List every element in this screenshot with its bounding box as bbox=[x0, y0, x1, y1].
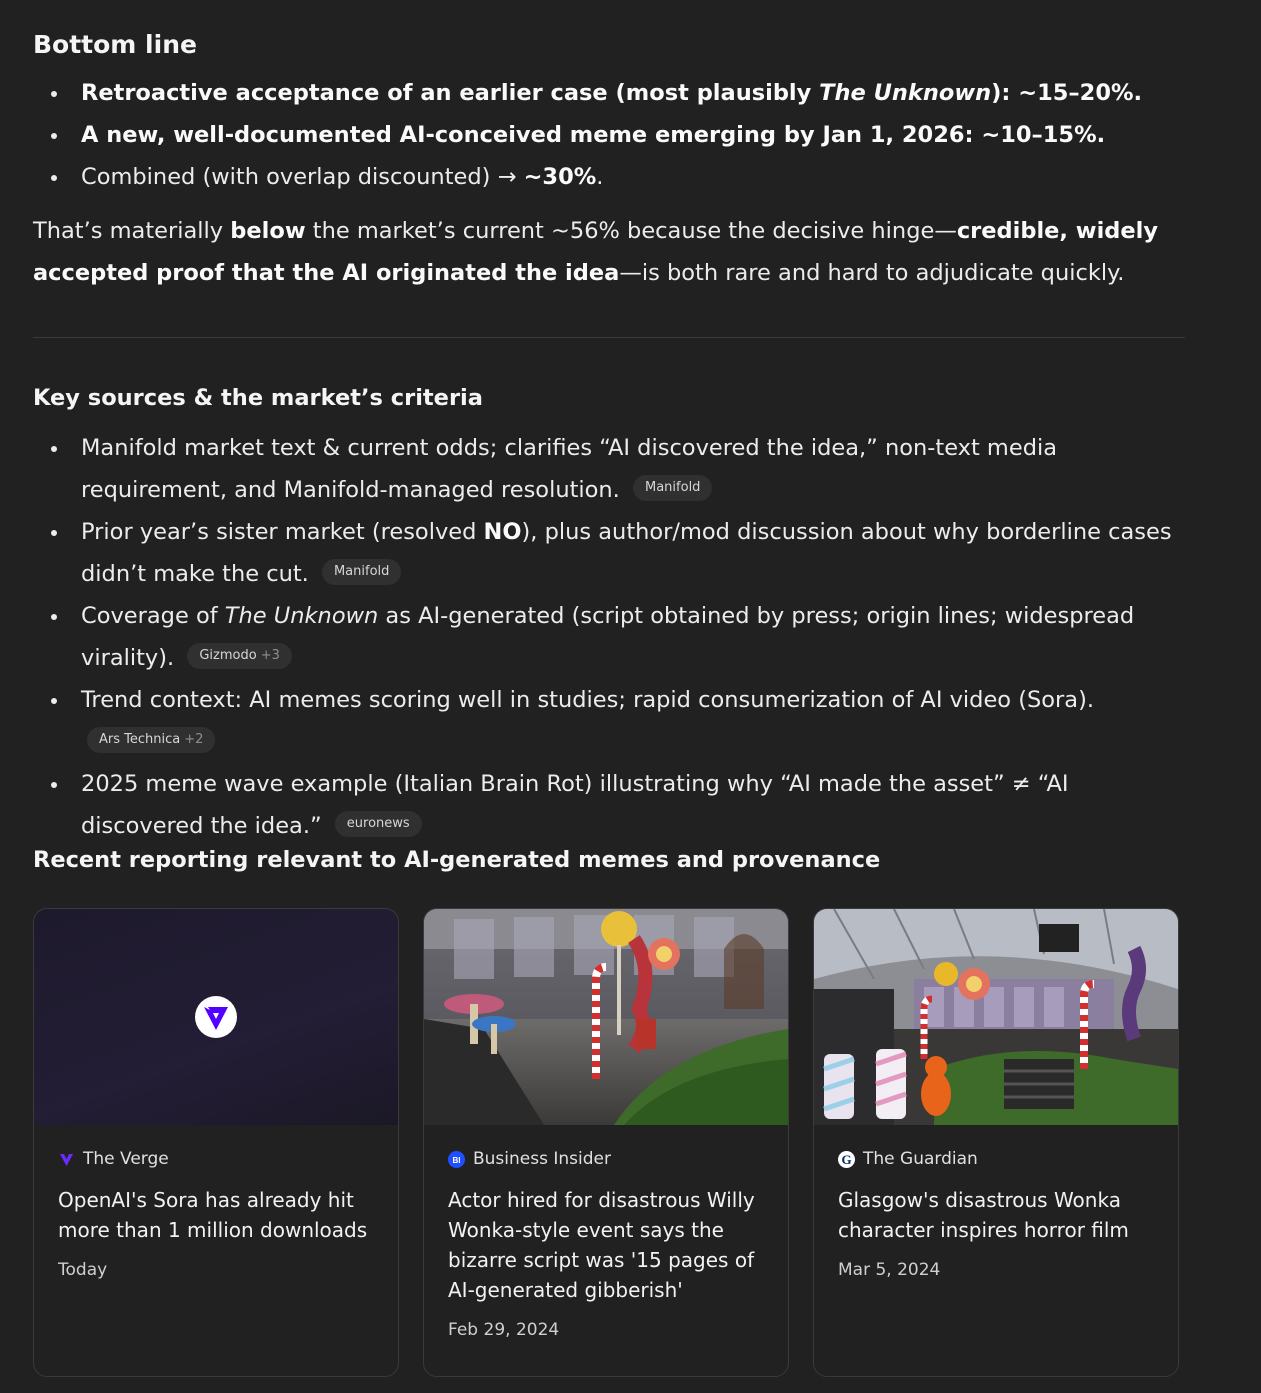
news-card-the-guardian[interactable] bbox=[813, 908, 1179, 1377]
source-pill-euronews[interactable]: euronews bbox=[335, 811, 422, 837]
article-thumbnail bbox=[424, 909, 788, 1125]
article-date: Feb 29, 2024 bbox=[448, 1320, 560, 1340]
business-insider-icon bbox=[448, 1151, 465, 1168]
bottom-line-heading: Bottom line bbox=[33, 30, 197, 59]
wonka-event-photo bbox=[814, 909, 1178, 1125]
key-sources-heading: Key sources & the market’s criteria bbox=[33, 385, 483, 411]
article-thumbnail bbox=[814, 909, 1178, 1125]
article-date: Mar 5, 2024 bbox=[838, 1260, 941, 1280]
list-item: Trend context: AI memes scoring well in studies; rapid consumerization of AI video (Sora). Ars Technica +2 bbox=[33, 679, 1183, 763]
list-item: Prior year’s sister market (resolved NO), plus author/mod discussion about why borderline cases didn’t make the cut. Manifold bbox=[33, 511, 1183, 595]
article-date: Today bbox=[58, 1260, 108, 1280]
article-title: OpenAI's Sora has already hit more than 1 million downloads Today bbox=[58, 1185, 378, 1285]
source-pill-manifold[interactable]: Manifold bbox=[322, 559, 401, 585]
list-item: A new, well-documented AI-conceived meme emerging by Jan 1, 2026: ~10–15%. bbox=[33, 114, 1142, 156]
news-card-business-insider[interactable] bbox=[423, 908, 789, 1377]
source-pill-gizmodo[interactable]: Gizmodo +3 bbox=[187, 643, 292, 669]
article-source: BI Business Insider bbox=[448, 1149, 611, 1169]
source-pill-ars-technica[interactable]: Ars Technica +2 bbox=[87, 727, 215, 753]
article-source: The Verge bbox=[58, 1149, 169, 1169]
list-item: Combined (with overlap discounted) → ~30%. bbox=[33, 156, 1142, 198]
sources-list bbox=[33, 427, 1183, 847]
article-thumbnail bbox=[34, 909, 398, 1125]
recent-reporting-heading: Recent reporting relevant to AI-generated memes and provenance bbox=[33, 847, 881, 873]
svg-text:BI: BI bbox=[452, 1155, 461, 1165]
article-source: G The Guardian bbox=[838, 1149, 978, 1169]
divider bbox=[33, 337, 1185, 338]
svg-text:G: G bbox=[841, 1151, 852, 1167]
wonka-event-photo bbox=[424, 909, 788, 1125]
source-pill-manifold[interactable]: Manifold bbox=[633, 475, 712, 501]
list-item: Coverage of The Unknown as AI-generated (script obtained by press; origin lines; widespread virality). Gizmodo +3 bbox=[33, 595, 1183, 679]
article-title: Actor hired for disastrous Willy Wonka-style event says the bizarre script was '15 pages of AI-generated gibberish' Feb 29, 2024 bbox=[448, 1185, 768, 1345]
article-title: Glasgow's disastrous Wonka character inspires horror film Mar 5, 2024 bbox=[838, 1185, 1158, 1285]
bottom-line-list bbox=[33, 72, 1142, 198]
news-card-the-verge[interactable] bbox=[33, 908, 399, 1377]
verge-logo-icon bbox=[34, 909, 398, 1125]
list-item: Retroactive acceptance of an earlier case (most plausibly The Unknown): ~15–20%. bbox=[33, 72, 1142, 114]
bottom-line-paragraph: That’s materially below the market’s current ~56% because the decisive hinge—credible, widely accepted proof that the AI originated the idea—is both rare and hard to adjudicate quickly. bbox=[33, 218, 1159, 286]
list-item: 2025 meme wave example (Italian Brain Rot) illustrating why “AI made the asset” ≠ “AI discovered the idea.” euronews bbox=[33, 763, 1183, 847]
the-verge-icon bbox=[58, 1151, 75, 1168]
list-item: Manifold market text & current odds; clarifies “AI discovered the idea,” non-text media requirement, and Manifold-managed resolution. Manifold bbox=[33, 427, 1183, 511]
the-guardian-icon bbox=[838, 1151, 855, 1168]
